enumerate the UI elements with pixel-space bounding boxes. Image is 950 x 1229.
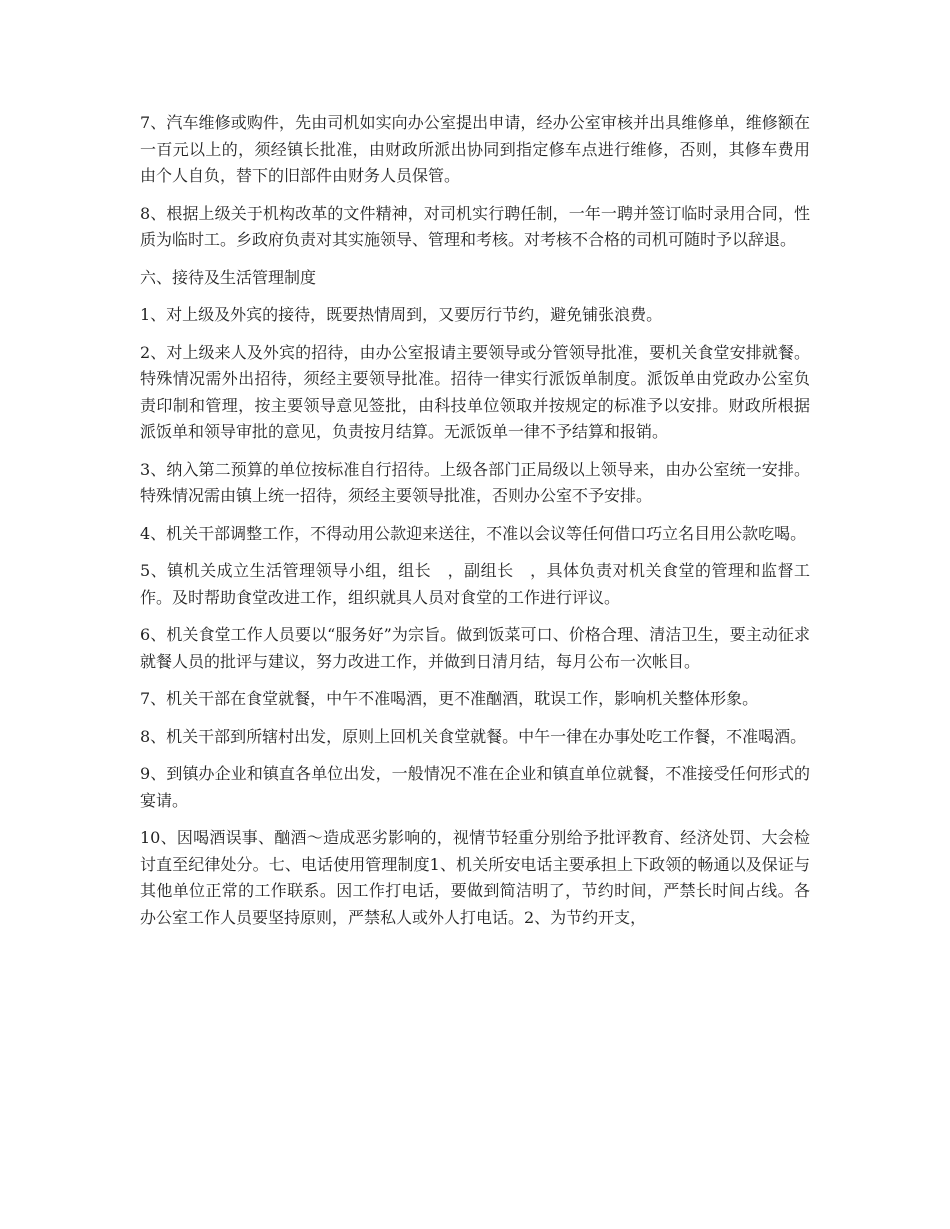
paragraph-10-discipline-phone: 10、因喝酒误事、酗酒～造成恶劣影响的，视情节轻重分别给予批评教育、经济处罚、大会检讨直至纪律处分。七、电话使用管理制度1、机关所安电话主要承担上下政领的畅通以及保证与其他单位正常的工作联系。因工作打电话，要做到简洁明了，节约时间，严禁长时间占线。各办公室工作人员要坚持原则，严禁私人或外人打电话。2、为节约开支， — [140, 828, 810, 927]
paragraph-6-canteen-staff: 6、机关食堂工作人员要以“服务好”为宗旨。做到饭菜可口、价格合理、清洁卫生，要主动征求就餐人员的批评与建议，努力改进工作，并做到日清月结，每月公布一次帐目。 — [140, 625, 810, 671]
document-body — [140, 110, 810, 942]
paragraph-8-driver-contract: 8、根据上级关于机构改革的文件精神，对司机实行聘任制，一年一聘并签订临时录用合同，性质为临时工。乡政府负责对其实施领导、管理和考核。对考核不合格的司机可随时予以辞退。 — [140, 203, 810, 249]
paragraph-8-village-trips: 8、机关干部到所辖村出发，原则上回机关食堂就餐。中午一律在办事处吃工作餐，不准喝酒。 — [140, 726, 807, 746]
paragraph-7-no-drinking: 7、机关干部在食堂就餐，中午不准喝酒，更不准酗酒，耽误工作，影响机关整体形象。 — [140, 689, 759, 708]
paragraph-1-reception: 1、对上级及外宾的接待，既要热情周到，又要厉行节约，避免铺张浪费。 — [140, 305, 663, 324]
paragraph-9-enterprise-visits: 9、到镇办企业和镇直各单位出发，一般情况不准在企业和镇直单位就餐，不准接受任何形式的宴请。 — [140, 764, 810, 810]
paragraph-7-car-repair: 7、汽车维修或购件，先由司机如实向办公室提出申请，经办公室审核并出具维修单，维修额在一百元以上的，须经镇长批准，由财政所派出协同到指定修车点进行维修，否则，其修车费用由个人自负，替下的旧部件由财务人员保管。 — [140, 113, 810, 185]
paragraph-5-management-group: 5、镇机关成立生活管理领导小组，组长 ，副组长 ，具体负责对机关食堂的管理和监督工作。及时帮助食堂改进工作，组织就具人员对食堂的工作进行评议。 — [140, 561, 810, 607]
paragraph-4-public-funds: 4、机关干部调整工作，不得动用公款迎来送往，不准以会议等任何借口巧立名目用公款吃喝。 — [140, 523, 807, 543]
paragraph-2-meal-tickets: 2、对上级来人及外宾的招待，由办公室报请主要领导或分管领导批准，要机关食堂安排就餐。特殊情况需外出招待，须经主要领导批准。招待一律实行派饭单制度。派饭单由党政办公室负责印制和管理，按主要领导意见签批，由科技单位领取并按规定的标准予以安排。财政所根据派饭单和领导审批的意见，负责按月结算。无派饭单一律不予结算和报销。 — [140, 342, 810, 441]
section-heading-reception: 六、接待及生活管理制度 — [140, 267, 317, 287]
paragraph-3-second-budget: 3、纳入第二预算的单位按标准自行招待。上级各部门正局级以上领导来，由办公室统一安排。特殊情况需由镇上统一招待，须经主要领导批准，否则办公室不予安排。 — [140, 459, 810, 505]
